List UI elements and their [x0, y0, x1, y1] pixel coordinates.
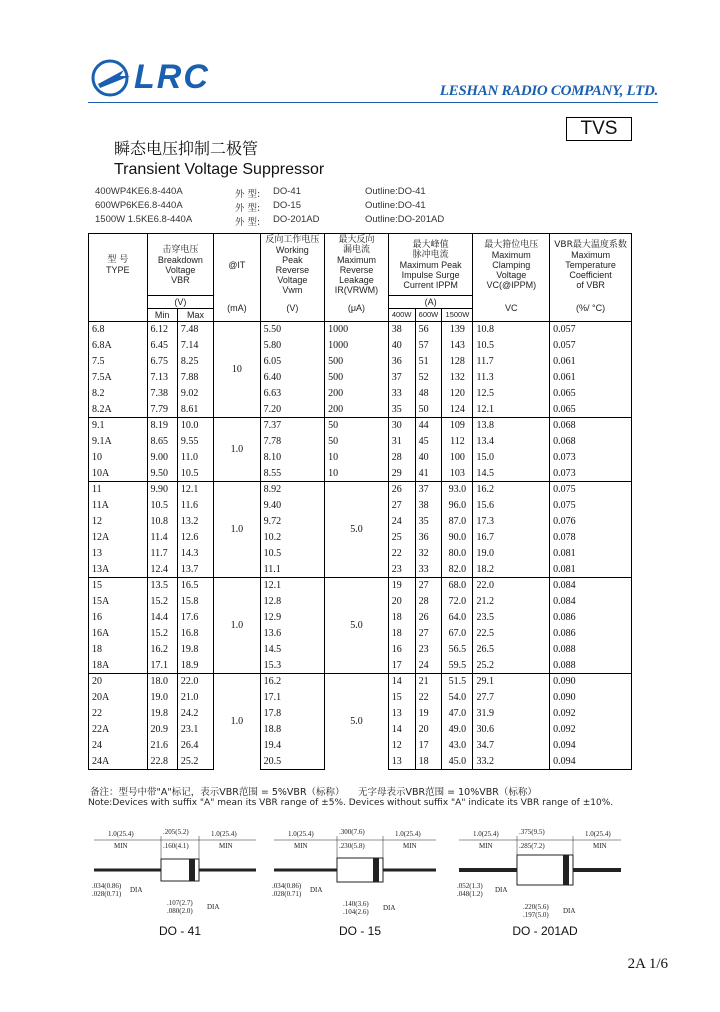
- table-row: 20 18.0 22.0 1.0 16.2 5.0 14 21 51.5 29.1 0.090: [89, 674, 632, 690]
- svg-text:1.0(25.4): 1.0(25.4): [473, 830, 499, 838]
- outline-row: 1500W 1.5KE6.8-440A 外 型: DO-201AD Outline:DO-201AD: [95, 214, 445, 228]
- table-row: 6.8A 6.45 7.14 5.80 1000 40 57 143 10.5 0.057: [89, 338, 632, 354]
- table-row: 20A 19.0 21.0 17.1 15 22 54.0 27.7 0.090: [89, 690, 632, 706]
- table-row: 10A 9.50 10.5 8.55 10 29 41 103 14.5 0.073: [89, 466, 632, 482]
- ir-value: 5.0: [325, 578, 389, 674]
- package-outline-icon: [90, 826, 260, 922]
- hdr-tc: VBR最大温度系数 Maximum Temperature Coefficient of VBR: [550, 234, 632, 296]
- svg-text:1.0(25.4): 1.0(25.4): [108, 830, 134, 838]
- table-row: 6.8 6.12 7.48 10 5.50 1000 38 56 139 10.8 0.057: [89, 322, 632, 338]
- outline-row: 600WP6KE6.8-440A 外 型: DO-15 Outline:DO-41: [95, 200, 426, 214]
- table-row: 7.5 6.75 8.25 6.05 500 36 51 128 11.7 0.061: [89, 354, 632, 370]
- package-outline-icon: [270, 826, 440, 922]
- table-row: 15A 15.2 15.8 12.8 20 28 72.0 21.2 0.084: [89, 594, 632, 610]
- package-label: DO - 15: [338, 924, 381, 938]
- logo-mark-icon: [90, 56, 134, 100]
- svg-text:MIN: MIN: [479, 842, 493, 850]
- it-value: 1.0: [214, 482, 260, 578]
- table-row: 12A 11.4 12.6 10.2 25 36 90.0 16.7 0.078: [89, 530, 632, 546]
- table-row: 18A 17.1 18.9 15.3 17 24 59.5 25.2 0.088: [89, 658, 632, 674]
- svg-text:.140(3.6): .140(3.6): [343, 900, 369, 908]
- svg-text:.028(0.71): .028(0.71): [272, 890, 302, 898]
- table-row: 22 19.8 24.2 17.8 13 19 47.0 31.9 0.092: [89, 706, 632, 722]
- svg-text:.375(9.5): .375(9.5): [519, 828, 545, 836]
- company-name: LESHAN RADIO COMPANY, LTD.: [439, 83, 658, 99]
- it-value: 1.0: [214, 418, 260, 482]
- page-number: 2A 1/6: [627, 956, 668, 972]
- svg-text:.230(5.8): .230(5.8): [339, 842, 365, 850]
- svg-text:DIA: DIA: [207, 903, 220, 911]
- svg-text:MIN: MIN: [114, 842, 128, 850]
- svg-text:MIN: MIN: [219, 842, 233, 850]
- svg-text:.052(1.3): .052(1.3): [457, 882, 483, 890]
- svg-text:.034(0.86): .034(0.86): [272, 882, 302, 890]
- it-value: 10: [214, 322, 260, 418]
- svg-text:.300(7.6): .300(7.6): [339, 828, 365, 836]
- outline-lines: [95, 186, 635, 228]
- hdr-vwm: 反向工作电压 Working Peak Reverse Voltage Vwm: [260, 234, 325, 296]
- ir-value: 5.0: [325, 482, 389, 578]
- svg-text:DIA: DIA: [383, 904, 396, 912]
- svg-text:.160(4.1): .160(4.1): [163, 842, 189, 850]
- table-row: 13 11.7 14.3 10.5 22 32 80.0 19.0 0.081: [89, 546, 632, 562]
- logo-text: LRC: [134, 58, 210, 96]
- svg-text:.104(2.6): .104(2.6): [343, 908, 369, 916]
- hdr-vbr: 击穿电压 Breakdown Voltage VBR: [147, 234, 214, 296]
- tvs-badge: TVS: [566, 117, 632, 141]
- svg-text:.107(2.7): .107(2.7): [167, 899, 193, 907]
- svg-text:.034(0.86): .034(0.86): [92, 882, 122, 890]
- table-row: 11A 10.5 11.6 9.40 27 38 96.0 15.6 0.075: [89, 498, 632, 514]
- note-en: Note:Devices with suffix "A" mean its VBR range of ±5%. Devices without suffix "A" indicate its VBR range of ±10%.: [88, 798, 614, 808]
- hdr-ipp: 最大峰值 脉冲电流 Maximum Peak Impulse Surge Current IPPM: [388, 234, 473, 296]
- table-row: 9.1A 8.65 9.55 7.78 50 31 45 112 13.4 0.068: [89, 434, 632, 450]
- table-row: 16 14.4 17.6 12.9 18 26 64.0 23.5 0.086: [89, 610, 632, 626]
- table-row: 16A 15.2 16.8 13.6 18 27 67.0 22.5 0.086: [89, 626, 632, 642]
- package-label: DO - 201AD: [512, 924, 578, 938]
- spec-table: 型 号 TYPE 击穿电压 Breakdown Voltage VBR @IT 反向工作电压 Working Peak Reverse Voltage Vwm 最大反向 漏电流 Maximum Reverse Leakage IR(VRWM) 最大峰值 脉冲电流 Maximum Peak Impulse Surge Current IPPM 最大箝位电压 Maximum Clamping Voltage VC(@IPPM) VBR最大温度系数 Maximum Temperature Coefficient of VBR (V) (mA) (V) (μA) (A) VC (%/ °C) Min Max 400W 600W 1500W 6.8 6.12 7.48 10 5.50 1000 38 56 139 10.8 0.057 6.8A 6.45 7.14 5.80 1000 40 57 143 10.5 0.057 7.5 6.75 8.25 6.05 500 36 51 128 11.7 0.061 7.5A 7.13 7.88 6.40 500 37 52 132 11.3 0.061 8.2 7.38 9.02 6.63 200 33 48 120 12.5 0.065 8.2A 7.79 8.61 7.20 200 35 50 124 12.1 0.065 9.1 8.19 10.0 1.0 7.37 50 30 44 109 13.8 0.068 9.1A 8.65 9.55 7.78 50 31 45 112 13.4 0.068 10 9.00 11.0 8.10 10 28 40 100 15.0 0.073 10A 9.50 10.5 8.55 10 29 41 103 14.5 0.073 11 9.90 12.1 1.0 8.92 5.0 26 37 93.0 16.2 0.075 11A 10.5 11.6 9.40 27 38 96.0 15.6 0.075 12 10.8 13.2 9.72 24 35 87.0 17.3 0.076 12A 11.4 12.6 10.2 25 36 90.0 16.7 0.078 13 11.7 14.3 10.5 22 32 80.0 19.0 0.081 13A 12.4 13.7 11.1 23 33 82.0 18.2 0.081 15 13.5 16.5 1.0 12.1 5.0 19 27 68.0 22.0 0.084 15A 15.2 15.8 12.8 20 28 72.0 21.2 0.084 16 14.4 17.6 12.9 18 26 64.0 23.5 0.086 16A 15.2 16.8 13.6 18 27 67.0 22.5 0.086 18 16.2 19.8 14.5 16 23 56.5 26.5 0.088 18A 17.1 18.9 15.3 17 24 59.5 25.2 0.088 20 18.0 22.0 1.0 16.2 5.0 14 21 51.5 29.1 0.090 20A 19.0 21.0 17.1 15 22 54.0 27.7 0.090 22 19.8 24.2 17.8 13 19 47.0 31.9 0.092 22A 20.9 23.1 18.8 14 20 49.0 30.6 0.092 24 21.6 26.4 19.4 12 17 43.0 34.7 0.094 24A 22.8 25.2 20.5 13 18 45.0 33.2 0.094: [88, 233, 632, 770]
- note-cn-left: 备注：型号中带"A"标记，表示VBR范围 = 5%VBR（标称）: [90, 787, 345, 798]
- table-row: 22A 20.9 23.1 18.8 14 20 49.0 30.6 0.092: [89, 722, 632, 738]
- title-en: Transient Voltage Suppressor: [114, 161, 325, 178]
- package-label: DO - 41: [158, 924, 201, 938]
- table-row: 9.1 8.19 10.0 1.0 7.37 50 30 44 109 13.8 0.068: [89, 418, 632, 434]
- package-outline-icon: [455, 826, 625, 922]
- table-row: 12 10.8 13.2 9.72 24 35 87.0 17.3 0.076: [89, 514, 632, 530]
- svg-text:.028(0.71): .028(0.71): [92, 890, 122, 898]
- svg-text:.197(5.0): .197(5.0): [523, 911, 549, 919]
- outline-row: 400WP4KE6.8-440A 外 型: DO-41 Outline:DO-41: [95, 186, 426, 200]
- table-row: 8.2 7.38 9.02 6.63 200 33 48 120 12.5 0.065: [89, 386, 632, 402]
- svg-text:1.0(25.4): 1.0(25.4): [288, 830, 314, 838]
- logo: [90, 56, 220, 100]
- svg-text:.048(1.2): .048(1.2): [457, 890, 483, 898]
- svg-text:.220(5.6): .220(5.6): [523, 903, 549, 911]
- ir-value: 5.0: [325, 674, 389, 770]
- svg-text:DIA: DIA: [495, 886, 508, 894]
- svg-text:1.0(25.4): 1.0(25.4): [211, 830, 237, 838]
- svg-text:DIA: DIA: [130, 886, 143, 894]
- package-drawing: [90, 826, 260, 946]
- table-row: 18 16.2 19.8 14.5 16 23 56.5 26.5 0.088: [89, 642, 632, 658]
- table-row: 7.5A 7.13 7.88 6.40 500 37 52 132 11.3 0.061: [89, 370, 632, 386]
- table-row: 11 9.90 12.1 1.0 8.92 5.0 26 37 93.0 16.2 0.075: [89, 482, 632, 498]
- table-row: 24 21.6 26.4 19.4 12 17 43.0 34.7 0.094: [89, 738, 632, 754]
- hdr-ir: 最大反向 漏电流 Maximum Reverse Leakage IR(VRWM): [325, 234, 389, 296]
- hdr-type: 型 号 TYPE: [89, 234, 148, 296]
- title-cn: 瞬态电压抑制二极管: [114, 139, 259, 158]
- svg-text:.080(2.0): .080(2.0): [167, 907, 193, 915]
- svg-text:1.0(25.4): 1.0(25.4): [585, 830, 611, 838]
- table-row: 8.2A 7.79 8.61 7.20 200 35 50 124 12.1 0.065: [89, 402, 632, 418]
- table-row: 15 13.5 16.5 1.0 12.1 5.0 19 27 68.0 22.0 0.084: [89, 578, 632, 594]
- note-cn-right: 无字母表示VBR范围 = 10%VBR（标称）: [358, 787, 537, 798]
- it-value: 1.0: [214, 674, 260, 770]
- svg-text:.205(5.2): .205(5.2): [163, 828, 189, 836]
- package-drawing: [270, 826, 440, 946]
- table-row: 13A 12.4 13.7 11.1 23 33 82.0 18.2 0.081: [89, 562, 632, 578]
- svg-text:DIA: DIA: [563, 907, 576, 915]
- svg-text:DIA: DIA: [310, 886, 323, 894]
- svg-text:.285(7.2): .285(7.2): [519, 842, 545, 850]
- svg-text:MIN: MIN: [294, 842, 308, 850]
- svg-text:1.0(25.4): 1.0(25.4): [395, 830, 421, 838]
- hdr-it: @IT: [214, 234, 260, 296]
- table-row: 10 9.00 11.0 8.10 10 28 40 100 15.0 0.073: [89, 450, 632, 466]
- hdr-vc: 最大箝位电压 Maximum Clamping Voltage VC(@IPPM): [473, 234, 550, 296]
- table-row: 24A 22.8 25.2 20.5 13 18 45.0 33.2 0.094: [89, 754, 632, 770]
- package-drawing: [455, 826, 625, 946]
- it-value: 1.0: [214, 578, 260, 674]
- svg-text:MIN: MIN: [593, 842, 607, 850]
- header-rule: [88, 102, 658, 103]
- svg-text:MIN: MIN: [403, 842, 417, 850]
